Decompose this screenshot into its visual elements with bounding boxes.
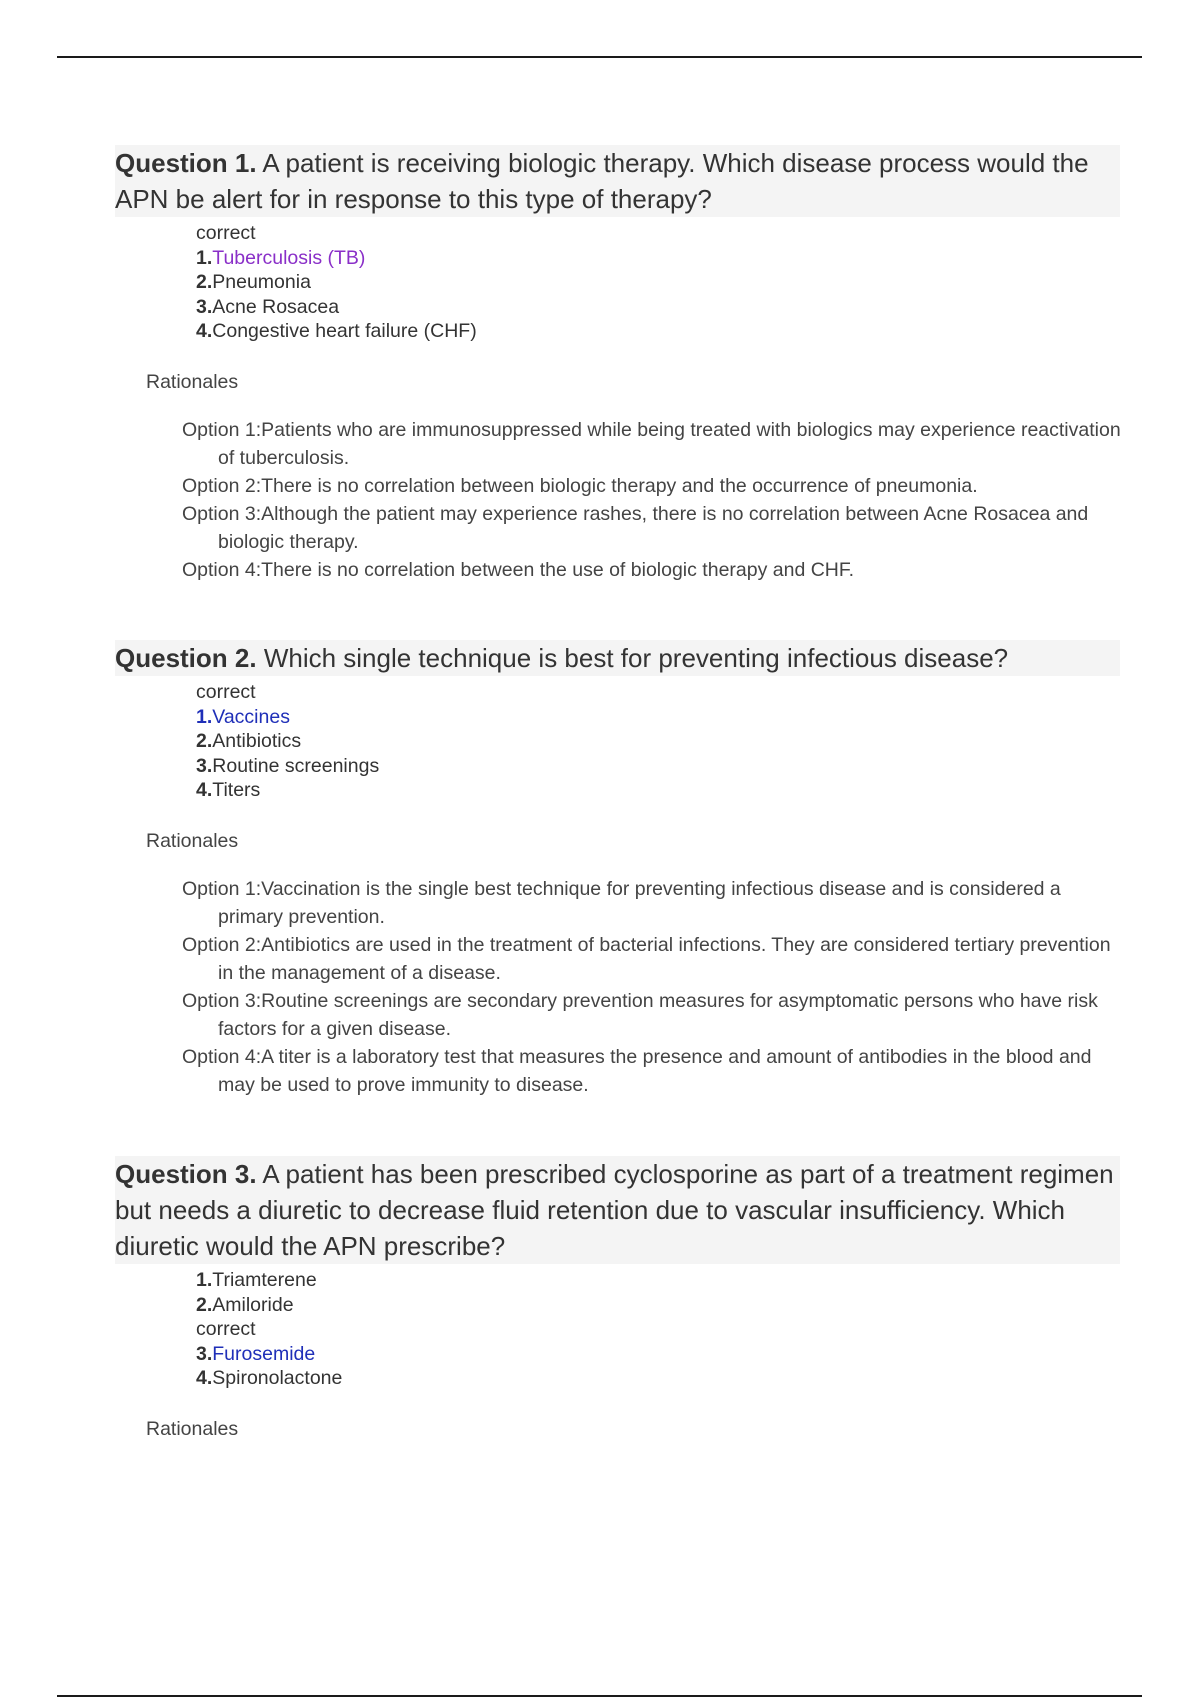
rationale-item: Option 3:Routine screenings are secondary prevention measures for asymptomatic persons who have risk factors for a given disease. (182, 989, 1098, 1040)
question-1-heading (115, 145, 1120, 217)
rationales-heading: Rationales (146, 829, 239, 852)
rationale-item: Option 3:Although the patient may experience rashes, there is no correlation between Acne Rosacea and biologic therapy. (182, 502, 1089, 553)
question-1-text: A patient is receiving biologic therapy. Which disease process would the APN be alert for in response to this type of therapy? (115, 148, 1089, 214)
option-text-correct: Vaccines (212, 705, 290, 728)
rationale-item: Option 1:Vaccination is the single best technique for preventing infectious disease and is considered a primary prevention. (182, 877, 1061, 928)
option-number: 3. (196, 754, 213, 777)
question-2-rationales (182, 875, 1122, 1099)
rationale-item: Option 1:Patients who are immunosuppressed while being treated with biologics may experience reactivation of tuberculosis. (182, 418, 1121, 469)
option-text: Amiloride (212, 1293, 294, 1316)
rationales-heading: Rationales (146, 1417, 239, 1440)
option-number: 4. (196, 1367, 213, 1389)
question-3-text: A patient has been prescribed cyclosporine as part of a treatment regimen but needs a diuretic to decrease fluid retention due to vascular insufficiency. Which diuretic would the APN prescribe? (115, 1159, 1114, 1261)
question-3-heading (115, 1156, 1120, 1264)
option-2[interactable] (196, 1293, 1120, 1318)
correct-tag: correct (196, 681, 256, 703)
option-number: 4. (196, 779, 213, 801)
option-text: Acne Rosacea (212, 295, 340, 318)
option-3[interactable] (196, 295, 1120, 320)
option-text: Pneumonia (212, 271, 311, 293)
option-text: Antibiotics (212, 730, 302, 752)
option-3[interactable] (196, 1342, 1120, 1367)
question-2-heading (115, 640, 1120, 676)
rationales-heading: Rationales (146, 370, 239, 393)
option-text-correct: Tuberculosis (TB) (212, 246, 366, 269)
question-1-options (196, 221, 1120, 344)
option-2[interactable] (196, 270, 1120, 295)
option-1[interactable] (196, 246, 1120, 271)
option-number: 2. (196, 1293, 213, 1316)
option-4[interactable] (196, 319, 1120, 344)
question-2-label: Question 2. (115, 643, 257, 673)
rationale-item: Option 2:There is no correlation between biologic therapy and the occurrence of pneumonia. (182, 474, 978, 497)
option-3[interactable] (196, 754, 1120, 779)
option-number: 3. (196, 295, 213, 318)
rationale-item: Option 4:A titer is a laboratory test that measures the presence and amount of antibodies in the blood and may be used to prove immunity to disease. (182, 1045, 1092, 1096)
option-text-correct: Furosemide (212, 1342, 316, 1365)
option-number: 1. (196, 1269, 213, 1291)
rationale-item: Option 4:There is no correlation between the use of biologic therapy and CHF. (182, 558, 855, 581)
question-3-options (196, 1268, 1120, 1391)
bottom-rule (57, 1695, 1142, 1697)
top-rule (57, 56, 1142, 58)
question-1-rationales (182, 416, 1122, 584)
correct-tag: correct (196, 222, 256, 244)
question-3-label: Question 3. (115, 1159, 257, 1189)
question-1 (115, 145, 1120, 584)
question-2 (115, 640, 1120, 1099)
option-text: Spironolactone (212, 1367, 343, 1389)
question-1-label: Question 1. (115, 148, 257, 178)
option-number: 4. (196, 320, 213, 342)
question-3 (115, 1156, 1120, 1441)
rationale-item: Option 2:Antibiotics are used in the treatment of bacterial infections. They are considered tertiary prevention in the management of a disease. (182, 933, 1111, 984)
option-text: Titers (212, 779, 261, 801)
question-2-text: Which single technique is best for preventing infectious disease? (263, 643, 1009, 673)
option-number: 3. (196, 1342, 213, 1365)
option-1[interactable] (196, 1268, 1120, 1293)
option-1[interactable] (196, 705, 1120, 730)
option-number: 2. (196, 271, 213, 293)
option-text: Routine screenings (212, 754, 380, 777)
option-number: 2. (196, 730, 213, 752)
option-text: Triamterene (212, 1269, 317, 1291)
correct-tag: correct (196, 1318, 256, 1340)
option-4[interactable] (196, 1366, 1120, 1391)
option-text: Congestive heart failure (CHF) (212, 320, 477, 342)
option-number: 1. (196, 246, 213, 269)
option-number: 1. (196, 705, 213, 728)
option-2[interactable] (196, 729, 1120, 754)
question-2-options (196, 680, 1120, 803)
option-4[interactable] (196, 778, 1120, 803)
